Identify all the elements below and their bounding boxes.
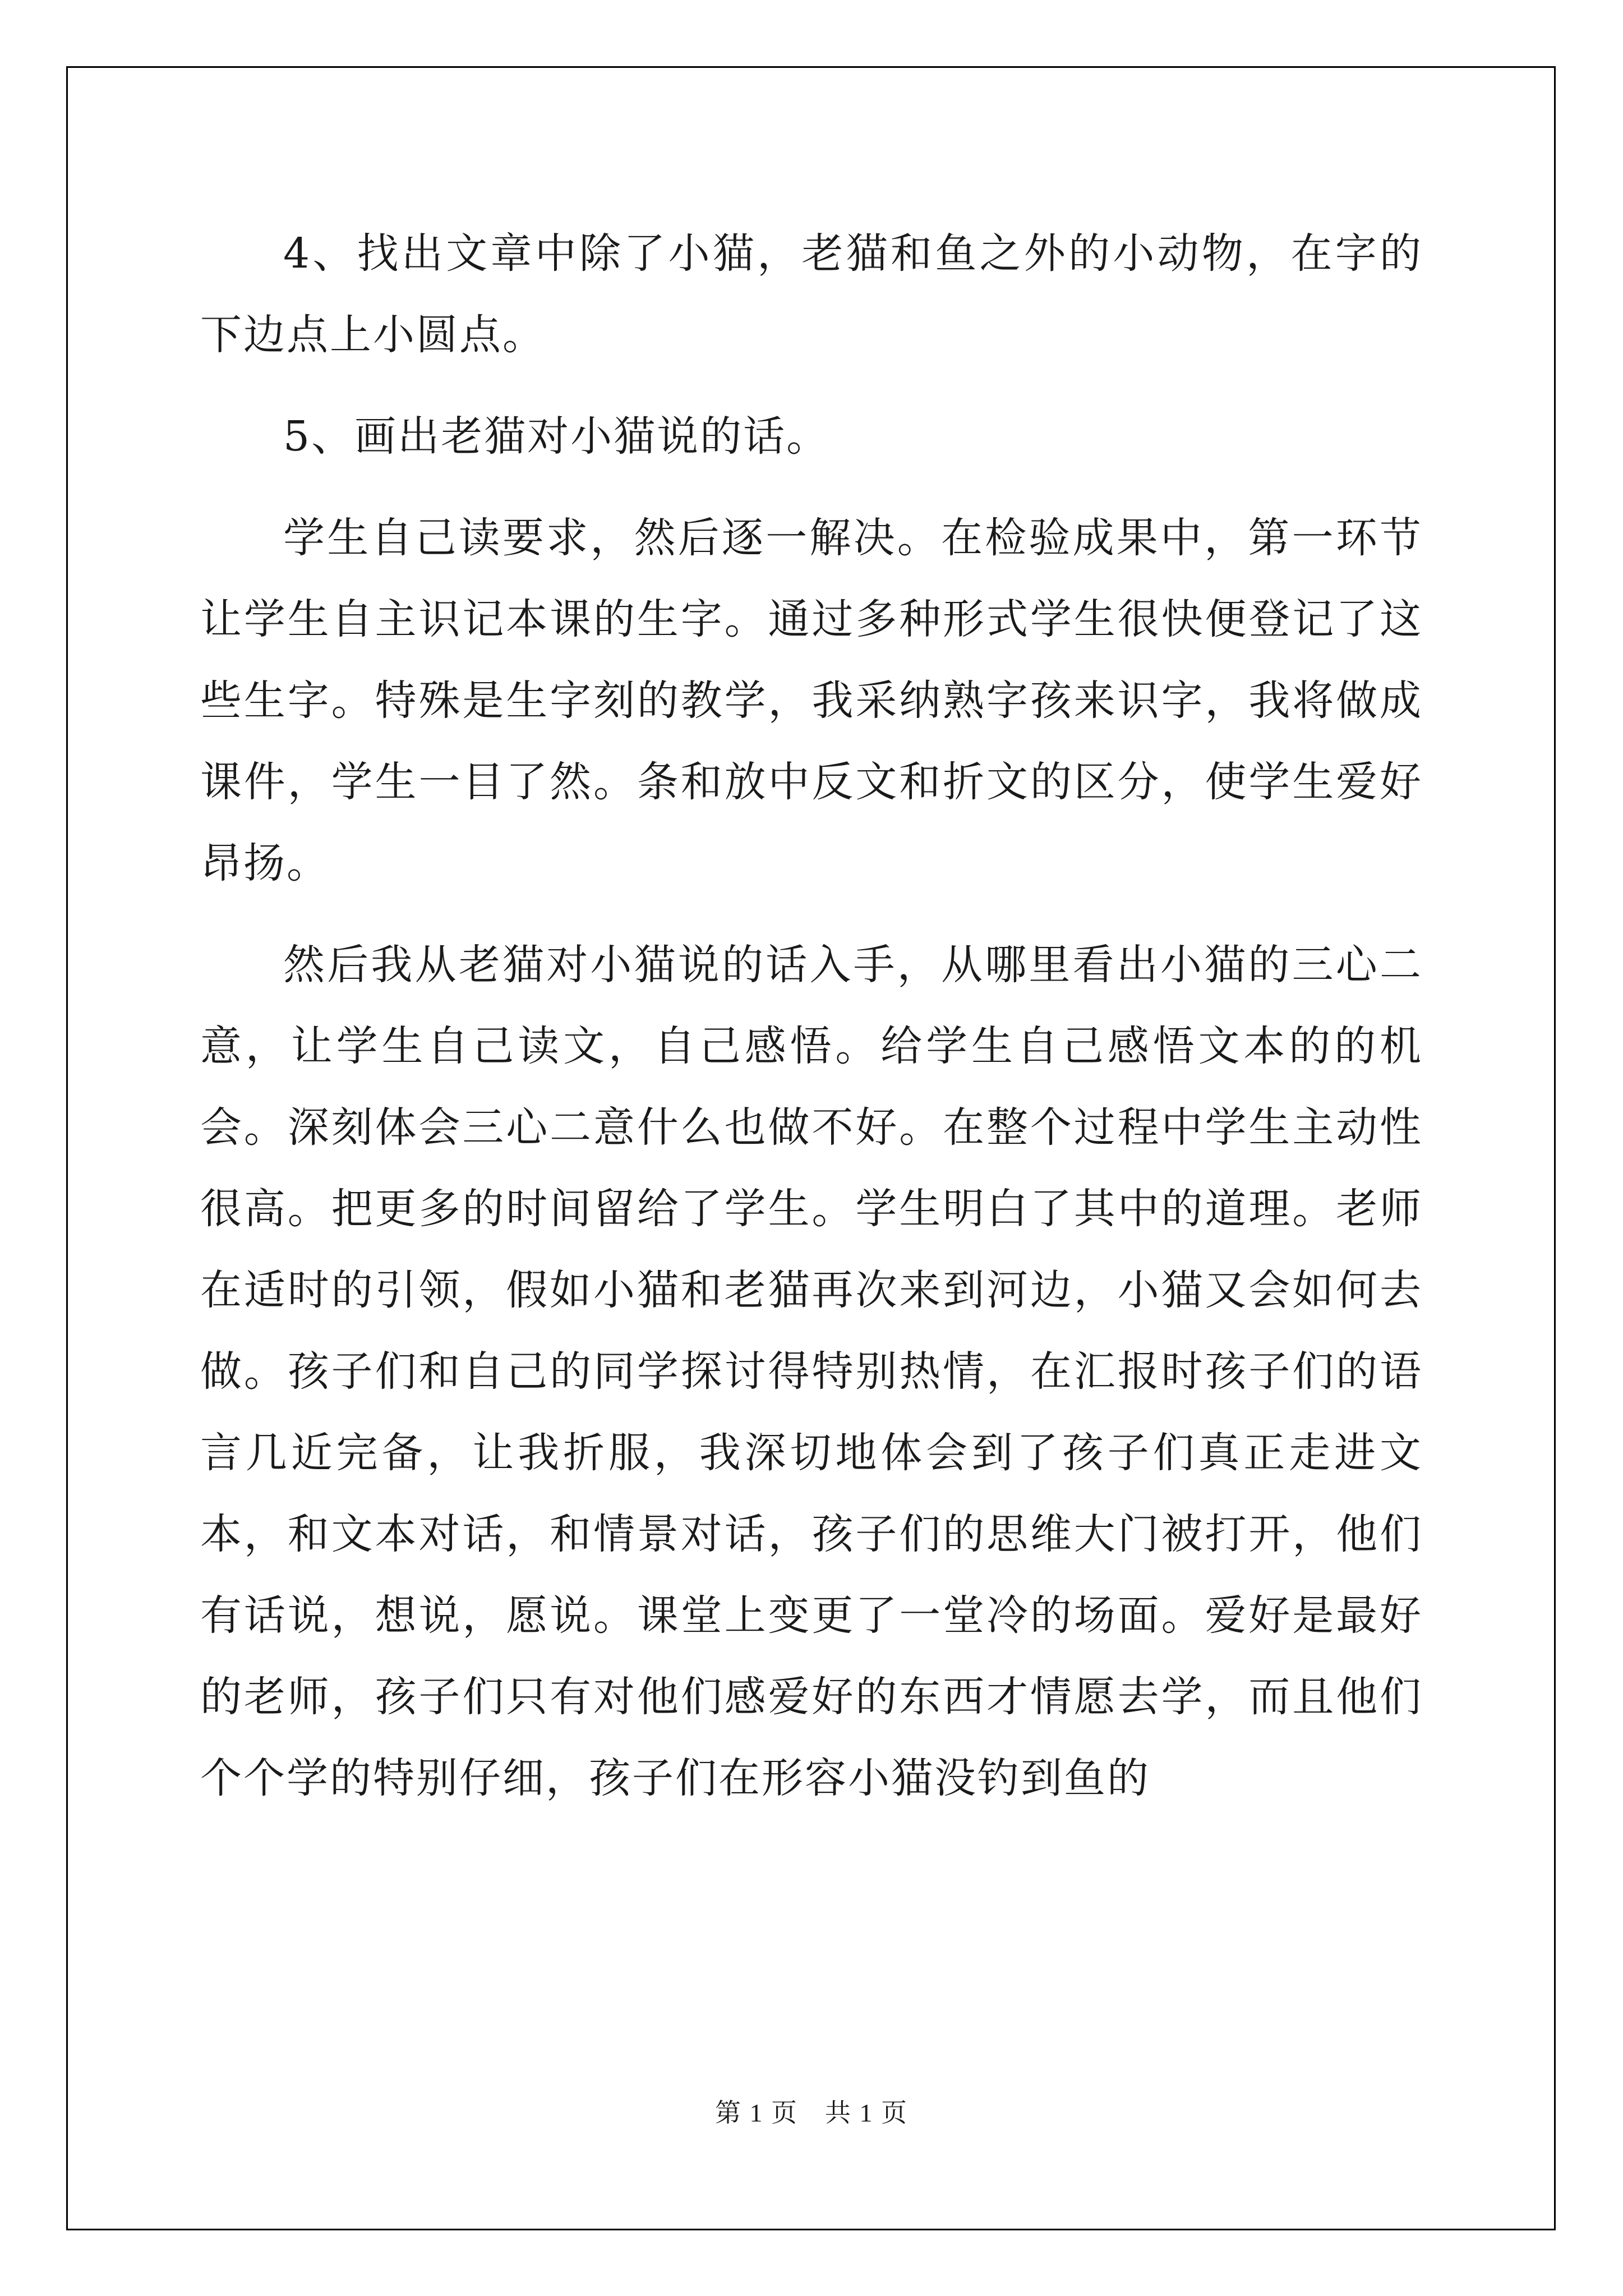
paragraph-4: 然后我从老猫对小猫说的话入手，从哪里看出小猫的三心二意，让学生自己读文，自己感悟。给学生自己感悟文本的的机会。深刻体会三心二意什么也做不好。在整个过程中学生主动性很高。把更多的时间留给了学生。学生明白了其中的道理。老师在适时的引领，假如小猫和老猫再次来到河边，小猫又会如何去做。孩子们和自己的同学探讨得特别热情，在汇报时孩子们的语言几近完备，让我折服，我深切地体会到了孩子们真正走进文本，和文本对话，和情景对话，孩子们的思维大门被打开，他们有话说，想说，愿说。课堂上变更了一堂冷的场面。爱好是最好的老师，孩子们只有对他们感爱好的东西才情愿去学，而且他们个个学的特别仔细，孩子们在形容小猫没钓到鱼的 — [200, 941, 1423, 1802]
page-footer: 第 1 页 共 1 页 — [715, 2099, 908, 2127]
paragraph-2: 5、画出老猫对小猫说的话。 — [283, 412, 830, 461]
paragraph-3: 学生自己读要求，然后逐一解决。在检验成果中，第一环节让学生自主识记本课的生字。通过多种形式学生很快便登记了这些生字。特殊是生字刻的教学，我采纳熟字孩来识字，我将做成课件，学生一目了然。条和放中反文和折文的区分，使学生爱好昂扬。 — [200, 514, 1423, 887]
paragraph-1: 4、找出文章中除了小猫，老猫和鱼之外的小动物，在字的下边点上小圆点。 — [200, 229, 1423, 359]
document-body — [200, 213, 1423, 1839]
